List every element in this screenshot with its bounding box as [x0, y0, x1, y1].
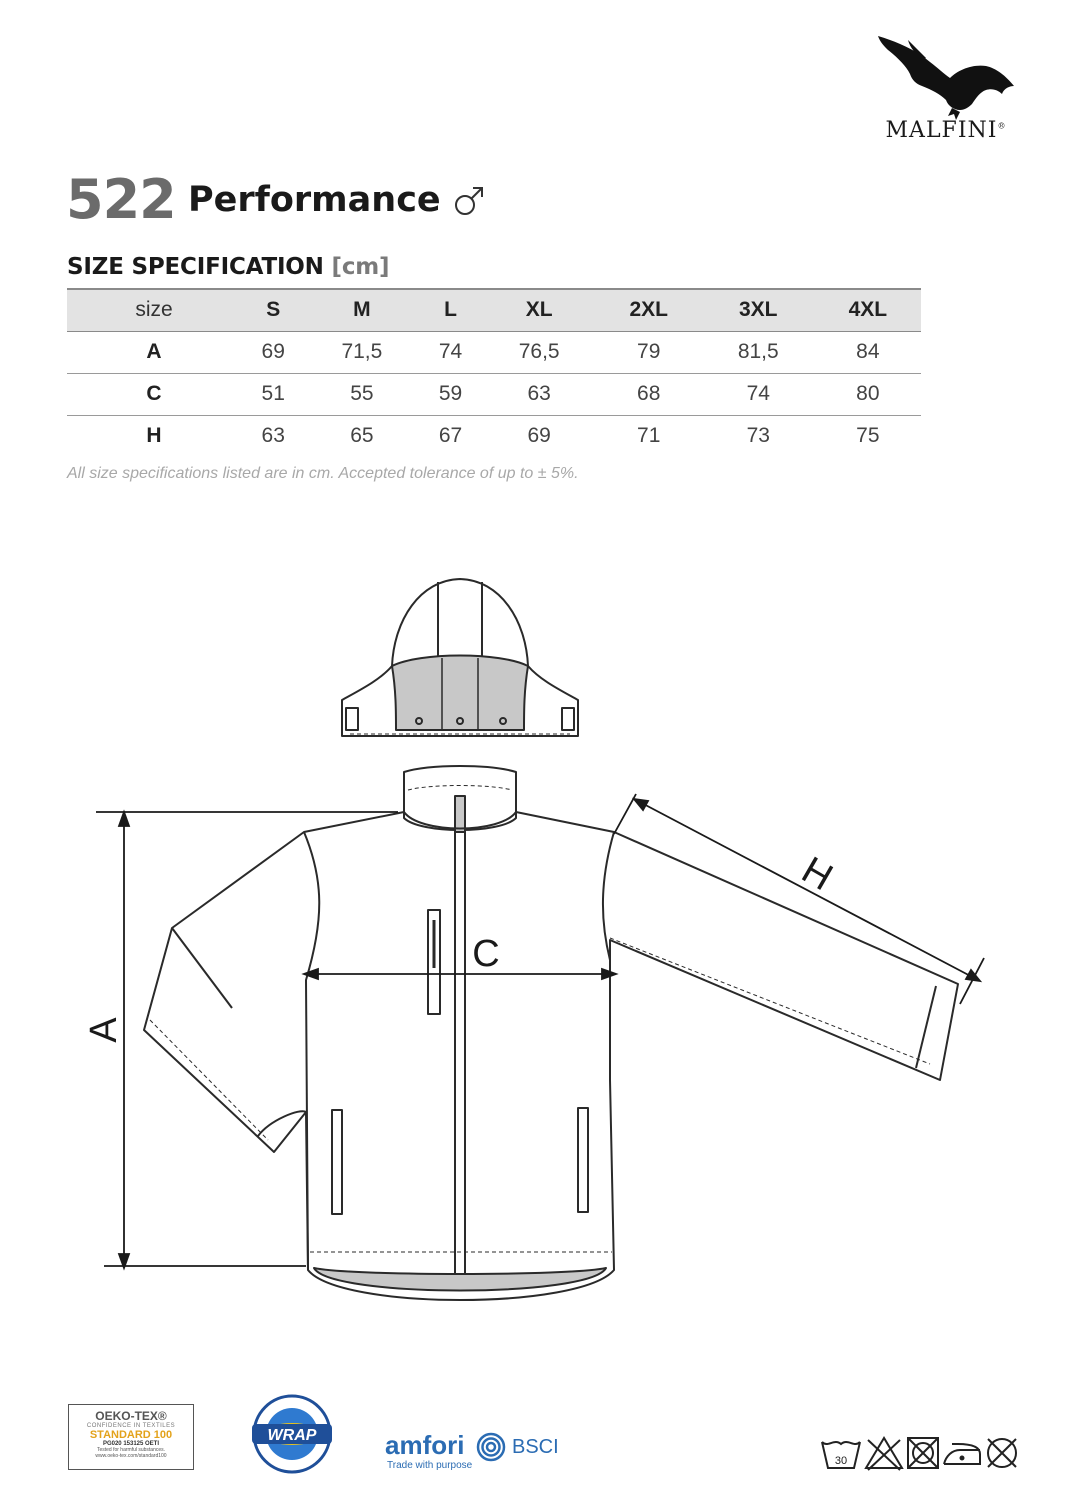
size-column-header: S — [266, 298, 281, 322]
table-cell: 55 — [350, 382, 374, 405]
oeko-subtitle: CONFIDENCE IN TEXTILES — [86, 1423, 176, 1429]
dimension-h — [614, 794, 984, 1004]
table-row — [67, 331, 921, 373]
table-cell: 79 — [637, 340, 661, 363]
oeko-tex-badge — [68, 1404, 194, 1470]
oeko-title: OEKO-TEX® — [95, 1409, 167, 1423]
oeko-tested: Tested for harmful substances. — [96, 1447, 166, 1453]
size-table — [67, 288, 921, 457]
product-code: 522 — [66, 168, 176, 231]
hood-drawing — [342, 579, 578, 736]
table-cell: 74 — [746, 382, 770, 405]
spec-unit: [cm] — [331, 254, 390, 280]
table-cell: 69 — [261, 340, 285, 363]
amfori-tagline: Trade with purpose — [387, 1460, 473, 1471]
size-column-header: 3XL — [739, 298, 778, 322]
spec-heading-title: SIZE SPECIFICATION — [67, 254, 324, 280]
table-cell: 76,5 — [518, 340, 560, 363]
oeko-code: PG020 153125 OETI — [102, 1441, 160, 1447]
table-cell: 69 — [527, 424, 551, 448]
table-cell: 68 — [637, 382, 661, 405]
wash-temp-label: 30 — [834, 1455, 848, 1467]
size-column-header: 4XL — [848, 298, 888, 322]
table-cell: 71 — [637, 424, 661, 448]
table-cell: 63 — [527, 382, 551, 405]
row-label: C — [146, 382, 162, 405]
oeko-standard: STANDARD 100 — [89, 1429, 173, 1441]
brand-name: MALFINI® — [885, 118, 1007, 143]
dimension-c — [304, 969, 616, 979]
dimension-a-label: A — [83, 1017, 125, 1043]
dimension-h-label: H — [794, 849, 840, 900]
male-symbol-icon — [452, 184, 486, 218]
row-label: A — [146, 340, 162, 363]
size-column-header: XL — [525, 298, 553, 322]
iron-low-icon — [944, 1444, 980, 1464]
wrap-logo-icon — [244, 1392, 340, 1476]
table-cell: 59 — [438, 382, 463, 405]
table-cell: 51 — [261, 382, 285, 405]
bsci-ring-icon — [476, 1432, 506, 1462]
jacket-body-drawing — [144, 812, 958, 1300]
size-column-header: 2XL — [629, 298, 668, 322]
bsci-label: BSCI — [512, 1436, 559, 1458]
no-bleach-icon — [866, 1438, 902, 1470]
product-name: Performance — [188, 180, 441, 220]
wrap-logo-text: WRAP — [267, 1427, 317, 1444]
table-cell: 65 — [350, 424, 374, 448]
table-corner-label: size — [135, 298, 173, 322]
row-label: H — [146, 424, 162, 448]
size-column-header: L — [444, 298, 457, 322]
table-cell: 81,5 — [737, 340, 779, 363]
wash-30-icon — [822, 1442, 860, 1468]
table-cell: 73 — [746, 424, 770, 448]
table-cell: 75 — [856, 424, 880, 448]
dimension-a — [96, 812, 398, 1268]
spec-heading — [67, 254, 389, 280]
tolerance-note: All size specifications listed are in cm. Accepted tolerance of up to ± 5%. — [67, 465, 579, 482]
no-tumble-dry-icon — [908, 1438, 938, 1468]
oeko-url: www.oeko-tex.com/standard100 — [95, 1453, 167, 1459]
dimension-c-label: C — [472, 933, 500, 975]
jacket-diagram — [0, 560, 1080, 1320]
table-cell: 67 — [438, 424, 463, 448]
amfori-name: amfori — [385, 1430, 465, 1460]
table-row — [67, 415, 921, 457]
no-dry-clean-icon — [988, 1439, 1016, 1467]
table-cell: 71,5 — [341, 340, 383, 363]
table-header-row — [67, 289, 921, 331]
care-icons — [820, 1434, 1022, 1474]
table-row — [67, 373, 921, 415]
size-column-header: M — [353, 298, 371, 322]
table-cell: 74 — [438, 340, 463, 363]
table-cell: 80 — [856, 382, 880, 405]
table-cell: 63 — [261, 424, 285, 448]
table-cell: 84 — [856, 340, 880, 363]
